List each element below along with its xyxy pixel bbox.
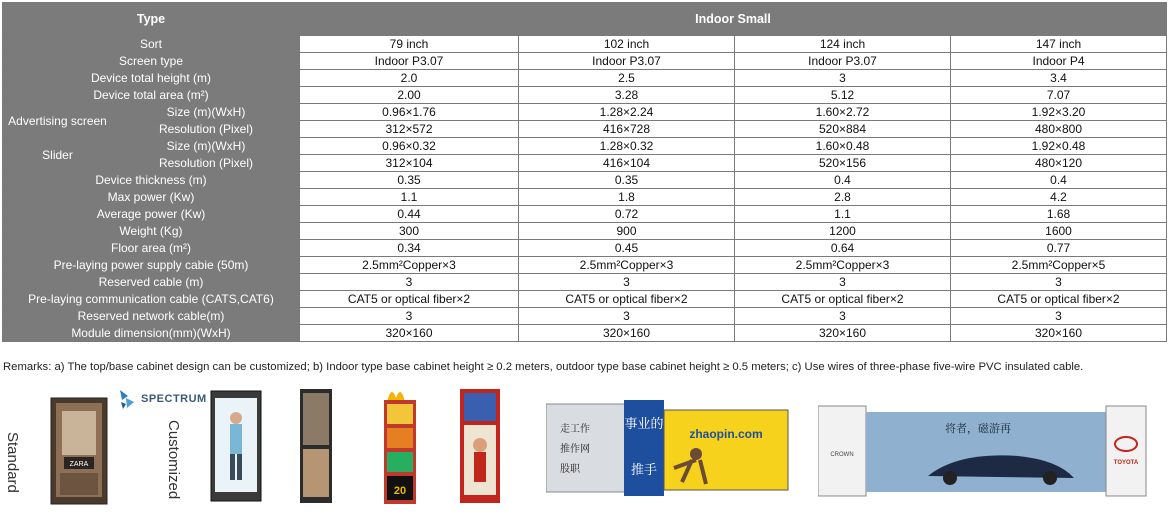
table-cell: 320×160 xyxy=(735,325,951,342)
row-label: Reserved network cable(m) xyxy=(3,308,300,325)
table-row xyxy=(3,257,1167,274)
spectrum-logo-text: SPECTRUM xyxy=(141,393,207,405)
table-row xyxy=(3,70,1167,87)
spec-table xyxy=(2,2,1167,342)
table-row xyxy=(3,53,1167,70)
remarks-text: Remarks: a) The top/base cabinet design can be customized; b) Indoor type base cabinet height ≥ 0.2 meters, outdoor type base cabinet height ≥ 0.5 meters; c) Use wires of three-phase five-wire PVC insulated cable. xyxy=(3,361,1084,373)
table-cell: 1200 xyxy=(735,223,951,240)
crown-text: CROWN xyxy=(830,452,854,458)
table-cell: Indoor P4 xyxy=(951,53,1167,70)
billboard-left-text-1: 走工作 xyxy=(560,424,590,435)
standard-display-image xyxy=(50,397,108,510)
table-cell: 1.92×0.48 xyxy=(951,138,1167,155)
table-cell: 480×800 xyxy=(951,121,1167,138)
header-category: Indoor Small xyxy=(300,3,1167,36)
table-cell: 3 xyxy=(519,308,735,325)
customized-display-image-3 xyxy=(380,384,420,511)
table-row xyxy=(3,36,1167,53)
table-cell: 2.00 xyxy=(300,87,519,104)
standard-label: Standard xyxy=(4,432,21,493)
row-label: Module dimension(mm)(WxH) xyxy=(3,325,300,342)
table-cell: 3.28 xyxy=(519,87,735,104)
table-cell: 320×160 xyxy=(519,325,735,342)
table-row xyxy=(3,240,1167,257)
table-cell: CAT5 or optical fiber×2 xyxy=(519,291,735,308)
table-row xyxy=(3,87,1167,104)
table-row xyxy=(3,138,1167,155)
customized-display-image-1 xyxy=(210,390,262,507)
table-cell: 1600 xyxy=(951,223,1167,240)
billboard-cn-1: 事业的 xyxy=(624,416,664,431)
table-row xyxy=(3,274,1167,291)
table-cell: 320×160 xyxy=(951,325,1167,342)
row-label: Sort xyxy=(3,36,300,53)
spectrum-logo xyxy=(118,388,207,410)
table-cell: Indoor P3.07 xyxy=(519,53,735,70)
table-cell: 3 xyxy=(951,308,1167,325)
row-label: Pre-laying communication cable (CATS,CAT6) xyxy=(3,291,300,308)
table-cell: 0.64 xyxy=(735,240,951,257)
row-label: Max power (Kw) xyxy=(3,189,300,206)
table-cell: 5.12 xyxy=(735,87,951,104)
table-row xyxy=(3,206,1167,223)
table-cell: 520×156 xyxy=(735,155,951,172)
row-group-label: Advertising screen xyxy=(3,104,113,138)
table-cell: 0.35 xyxy=(300,172,519,189)
table-cell: 1.68 xyxy=(951,206,1167,223)
table-cell: 1.1 xyxy=(735,206,951,223)
table-cell: 3 xyxy=(519,274,735,291)
table-cell: 1.92×3.20 xyxy=(951,104,1167,121)
table-cell: 3 xyxy=(300,308,519,325)
table-cell: 2.5mm²Copper×3 xyxy=(300,257,519,274)
table-cell: 2.5mm²Copper×5 xyxy=(951,257,1167,274)
table-cell: 2.5 xyxy=(519,70,735,87)
table-row xyxy=(3,308,1167,325)
billboard-brand: zhaopin.com xyxy=(689,427,763,441)
table-cell: 79 inch xyxy=(300,36,519,53)
table-cell: 3 xyxy=(735,308,951,325)
row-label: Reserved cable (m) xyxy=(3,274,300,291)
table-cell: 300 xyxy=(300,223,519,240)
row-label: Device total area (m²) xyxy=(3,87,300,104)
customized-display-image-4 xyxy=(458,387,502,510)
table-cell: 124 inch xyxy=(735,36,951,53)
row-group-label: Slider xyxy=(3,138,113,172)
table-cell: 1.60×2.72 xyxy=(735,104,951,121)
svg-text:推作网: 推作网 xyxy=(560,444,590,455)
table-row xyxy=(3,189,1167,206)
table-cell: 320×160 xyxy=(300,325,519,342)
svg-text:股职: 股职 xyxy=(560,464,580,475)
row-label: Screen type xyxy=(3,53,300,70)
row-label: Pre-laying power supply cabie (50m) xyxy=(3,257,300,274)
table-row xyxy=(3,155,1167,172)
table-cell: 3 xyxy=(300,274,519,291)
table-row xyxy=(3,291,1167,308)
table-cell: 2.5mm²Copper×3 xyxy=(519,257,735,274)
billboard-image xyxy=(546,398,790,501)
row-label: Weight (Kg) xyxy=(3,223,300,240)
table-cell: 3 xyxy=(735,70,951,87)
table-cell: 2.8 xyxy=(735,189,951,206)
table-cell: 3 xyxy=(735,274,951,291)
table-cell: 900 xyxy=(519,223,735,240)
table-cell: 4.2 xyxy=(951,189,1167,206)
table-cell: 0.96×1.76 xyxy=(300,104,519,121)
table-cell: 2.5mm²Copper×3 xyxy=(735,257,951,274)
table-cell: 480×120 xyxy=(951,155,1167,172)
table-cell: 3.4 xyxy=(951,70,1167,87)
table-cell: 0.72 xyxy=(519,206,735,223)
table-cell: 0.96×0.32 xyxy=(300,138,519,155)
table-cell: 0.4 xyxy=(951,172,1167,189)
table-cell: CAT5 or optical fiber×2 xyxy=(735,291,951,308)
table-cell: 312×572 xyxy=(300,121,519,138)
wide-banner-image xyxy=(818,404,1148,503)
table-row xyxy=(3,223,1167,240)
table-cell: 1.8 xyxy=(519,189,735,206)
row-label: Floor area (m²) xyxy=(3,240,300,257)
table-cell: 102 inch xyxy=(519,36,735,53)
table-cell: 520×884 xyxy=(735,121,951,138)
table-cell: 416×728 xyxy=(519,121,735,138)
row-label: Resolution (Pixel) xyxy=(113,155,300,172)
table-row xyxy=(3,172,1167,189)
spectrum-logo-icon xyxy=(118,388,136,410)
table-cell: 0.4 xyxy=(735,172,951,189)
table-cell: 1.28×2.24 xyxy=(519,104,735,121)
row-label: Device total height (m) xyxy=(3,70,300,87)
customized-display-image-2 xyxy=(298,387,334,510)
table-cell: CAT5 or optical fiber×2 xyxy=(951,291,1167,308)
table-cell: 147 inch xyxy=(951,36,1167,53)
table-cell: 416×104 xyxy=(519,155,735,172)
table-cell: 0.35 xyxy=(519,172,735,189)
table-cell: Indoor P3.07 xyxy=(735,53,951,70)
table-cell: 7.07 xyxy=(951,87,1167,104)
customized-label: Customized xyxy=(165,420,182,500)
billboard-cn-2: 推手 xyxy=(630,462,658,477)
table-cell: 1.28×0.32 xyxy=(519,138,735,155)
table-cell: 1.60×0.48 xyxy=(735,138,951,155)
row-label: Size (m)(WxH) xyxy=(113,138,300,155)
table-cell: 0.45 xyxy=(519,240,735,257)
table-row xyxy=(3,104,1167,121)
table-cell: 3 xyxy=(951,274,1167,291)
table-cell: 1.1 xyxy=(300,189,519,206)
table-cell: CAT5 or optical fiber×2 xyxy=(300,291,519,308)
table-cell: 0.44 xyxy=(300,206,519,223)
toyota-text: TOYOTA xyxy=(1113,460,1139,466)
table-header-row xyxy=(3,3,1167,36)
banner-headline: 将者，磁游再 xyxy=(945,423,1011,435)
row-label: Resolution (Pixel) xyxy=(113,121,300,138)
zara-brand-text: ZARA xyxy=(69,461,89,468)
row-label: Device thickness (m) xyxy=(3,172,300,189)
row-label: Average power (Kw) xyxy=(3,206,300,223)
table-cell: 0.34 xyxy=(300,240,519,257)
table-cell: 0.77 xyxy=(951,240,1167,257)
gold-price-text: 20 xyxy=(393,485,407,497)
row-label: Size (m)(WxH) xyxy=(113,104,300,121)
table-cell: 312×104 xyxy=(300,155,519,172)
table-row xyxy=(3,325,1167,342)
header-type: Type xyxy=(3,3,300,36)
table-cell: Indoor P3.07 xyxy=(300,53,519,70)
table-cell: 2.0 xyxy=(300,70,519,87)
table-row xyxy=(3,121,1167,138)
